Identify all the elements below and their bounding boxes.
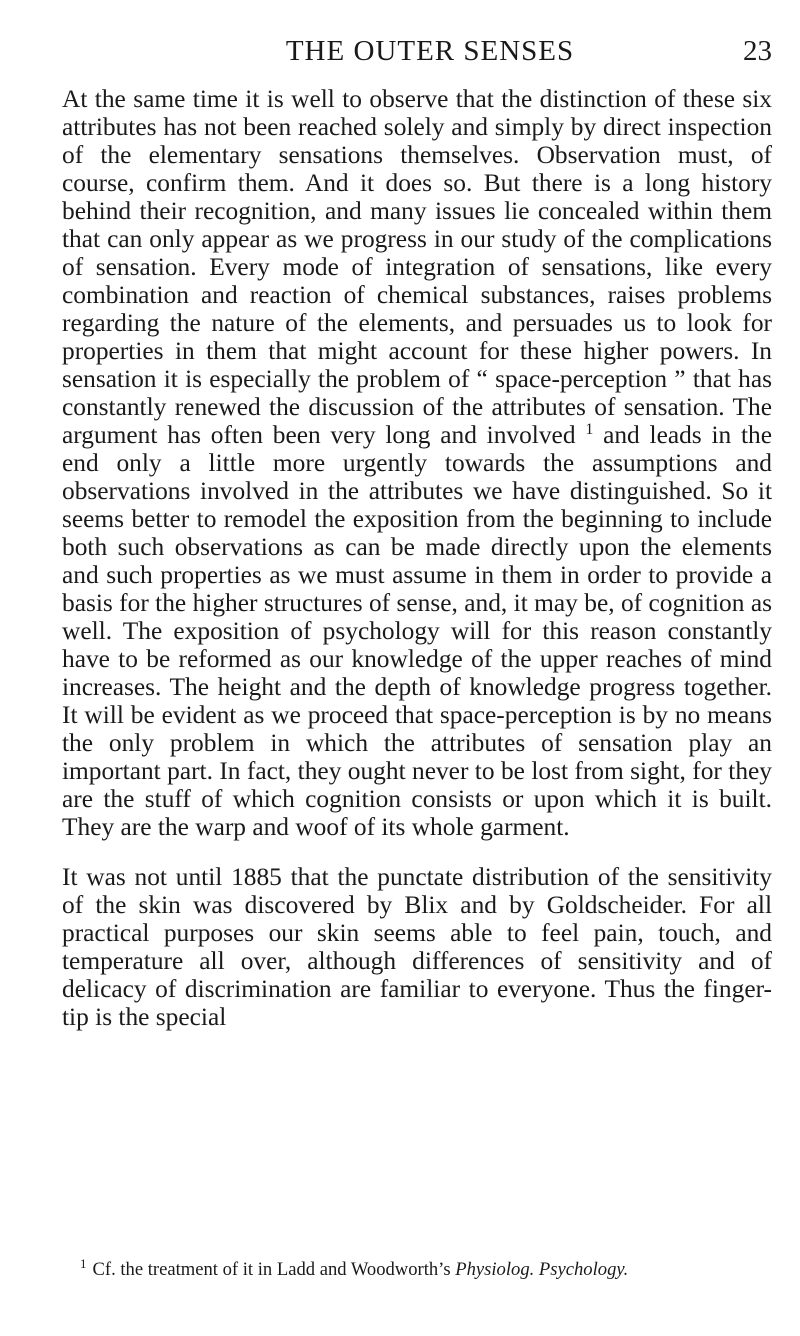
paragraph-1 — [62, 85, 772, 841]
running-head — [62, 20, 772, 66]
footnote — [62, 1256, 772, 1281]
paragraph-1-text-a: At the same time it is well to observe that the distinction of these six attributes has not been reached solely and simply by direct inspection of the elementary sensations themselves. Observation must, of course, confirm them. And it does so. But there is a long history behind their recognition, and many issues lie concealed within them that can only appear as we progress in our study of the complications of sensation. Every mode of integration of sensations, like every combination and reaction of chemical substances, raises problems regarding the nature of the elements, and persuades us to look for properties in them that might account for these higher powers. In sensation it is especially the problem of “ space-perception ” that has constantly renewed the discussion of the attributes of sensation. The argument has often been very long and involved — [62, 85, 772, 449]
paragraph-1-text-b: and leads in the end only a little more urgently towards the assumptions and observations involved in the attributes we have distinguished. So it seems better to remodel the exposition from the beginning to include both such observations as can be made directly upon the elements and such properties as we must assume in them in order to provide a basis for the higher structures of sense, and, it may be, of cognition as well. The exposition of psychology will for this reason constantly have to be reformed as our knowledge of the upper reaches of mind increases. The height and the depth of knowledge progress together. It will be evident as we proceed that space-perception is by no means the only problem in which the attributes of sensation play an important part. In fact, they ought never to be lost from sight, for they are the stuff of which cognition consists or upon which it is built. They are the warp and woof of its whole garment. — [62, 421, 772, 841]
footnote-text: Cf. the treatment of it in Ladd and Woodworth’s — [92, 1259, 451, 1280]
paragraph-2: It was not until 1885 that the punctate distribution of the sensitivity of the skin was discovered by Blix and by Goldscheider. For all practical purposes our skin seems able to feel pain, touch, and temperature all over, although differences of sensitivity and of delicacy of discrimination are familiar to everyone. Thus the finger-tip is the special — [62, 863, 772, 1031]
body-text — [62, 85, 772, 1031]
page-number: 23 — [743, 35, 772, 67]
footnote-reference: 1 — [585, 421, 594, 438]
running-title: THE OUTER SENSES — [285, 35, 575, 67]
footnote-mark: 1 — [80, 1256, 87, 1271]
footnote-book-title: Physiolog. Psychology. — [455, 1259, 629, 1280]
